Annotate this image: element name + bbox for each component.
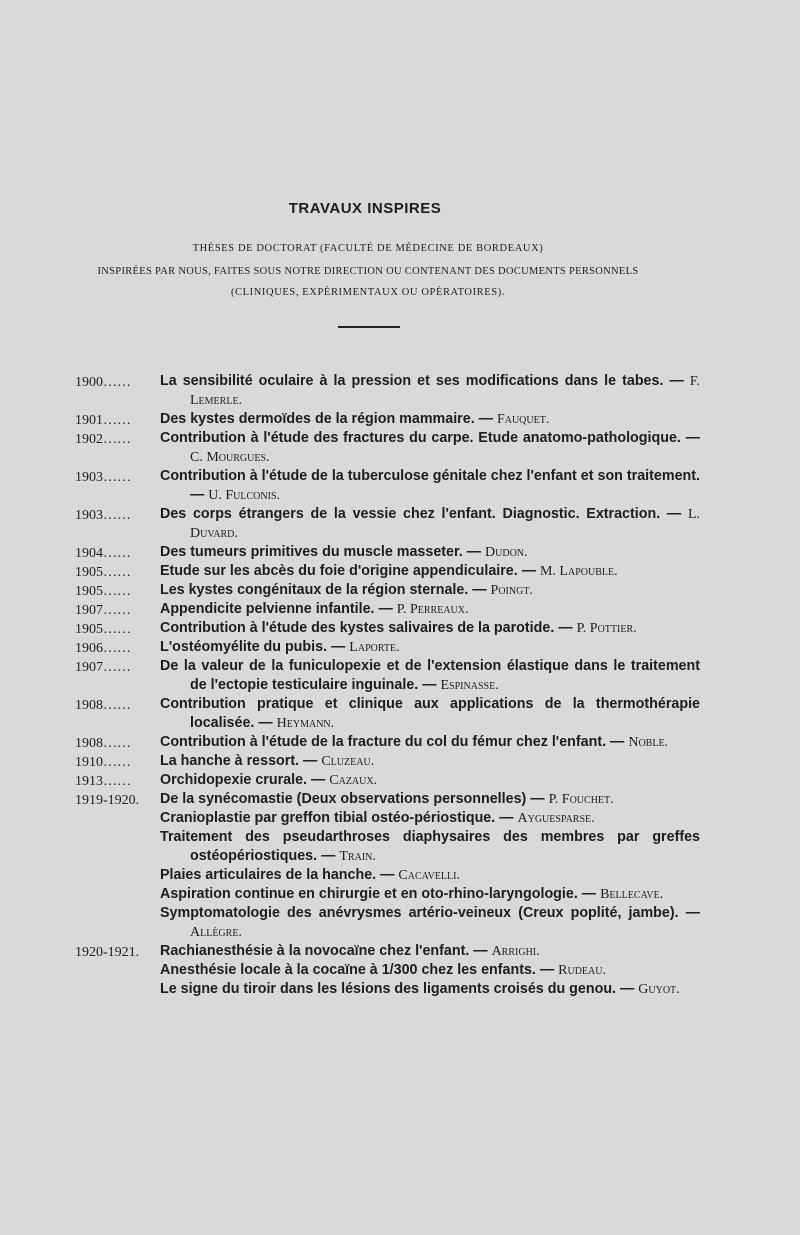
entry-title	[160, 961, 700, 980]
entry-year: 1919-1920.	[75, 793, 140, 808]
entry-title	[160, 657, 700, 695]
entry-title-text: Contribution à l'étude de la fracture du col du fémur chez l'enfant. —	[160, 734, 625, 750]
entry-title-text: Des tumeurs primitives du muscle masseter. —	[160, 544, 482, 560]
entry-author: C. Mourgues.	[190, 450, 270, 465]
thesis-entry	[0, 733, 800, 752]
entry-title	[160, 429, 700, 467]
entry-title	[160, 638, 700, 657]
entry-author: Arrighi.	[491, 944, 540, 959]
entry-year: 1907……	[75, 603, 131, 618]
entry-title	[160, 543, 700, 562]
entry-year: 1900……	[75, 375, 131, 390]
thesis-entry	[0, 410, 800, 429]
entry-title	[160, 866, 700, 885]
entry-title-text: La sensibilité oculaire à la pression et ses modifications dans le tabes. —	[160, 373, 684, 389]
entry-title-text: De la synécomastie (Deux observations personnelles) —	[160, 791, 545, 807]
entry-year: 1908……	[75, 698, 131, 713]
thesis-entry	[0, 771, 800, 790]
entry-title	[160, 505, 700, 543]
entry-title-text: Etude sur les abcès du foie d'origine appendiculaire. —	[160, 563, 536, 579]
thesis-entry	[0, 809, 800, 828]
entry-title	[160, 942, 700, 961]
thesis-entry	[0, 619, 800, 638]
subtitle-line-1: THÈSES DE DOCTORAT (FACULTÉ DE MÉDECINE DE BORDEAUX)	[192, 243, 544, 254]
entry-author: Noble.	[628, 735, 669, 750]
entry-title-text: Appendicite pelvienne infantile. —	[160, 601, 393, 617]
entry-author: M. Lapouble.	[539, 564, 618, 579]
thesis-entry	[0, 429, 800, 467]
entry-year: 1903……	[75, 508, 131, 523]
entry-year: 1920-1921.	[75, 945, 140, 960]
entry-title	[160, 980, 700, 999]
thesis-list	[0, 372, 800, 999]
thesis-entry	[0, 467, 800, 505]
entry-author: Cacavelli.	[398, 868, 460, 883]
entry-year: 1910……	[75, 755, 131, 770]
entry-year: 1906……	[75, 641, 131, 656]
entry-author: P. Pottier.	[576, 621, 637, 636]
thesis-entry	[0, 505, 800, 543]
entry-year: 1905……	[75, 565, 131, 580]
entry-author: Train.	[339, 849, 376, 864]
entry-title	[160, 828, 700, 866]
entry-title	[160, 771, 700, 790]
thesis-entry	[0, 904, 800, 942]
thesis-entry	[0, 961, 800, 980]
entry-year: 1903……	[75, 470, 131, 485]
entry-author: F. Lemerle.	[190, 374, 700, 408]
thesis-entry	[0, 942, 800, 961]
subtitle-line-3: (CLINIQUES, EXPÉRIMENTAUX OU OPÉRATOIRES).	[230, 287, 506, 298]
entry-title-text: Symptomatologie des anévrysmes artério-veineux (Creux poplité, jambe). —	[160, 905, 700, 921]
entry-author: Ayguesparse.	[517, 811, 595, 826]
entry-title-text: Des corps étrangers de la vessie chez l'enfant. Diagnostic. Extraction. —	[160, 506, 682, 522]
thesis-entry	[0, 752, 800, 771]
entry-title-text: La hanche à ressort. —	[160, 753, 318, 769]
entry-author: Bellecave.	[600, 887, 664, 902]
entry-title	[160, 600, 700, 619]
thesis-entry	[0, 581, 800, 600]
entry-title	[160, 885, 700, 904]
entry-author: Allègre.	[190, 925, 242, 940]
title-rule	[338, 326, 400, 328]
entry-title-text: De la valeur de la funiculopexie et de l'extension élastique dans le traitement de l'ectopie testiculaire inguinale. —	[160, 658, 700, 693]
thesis-entry	[0, 657, 800, 695]
entry-title	[160, 581, 700, 600]
thesis-entry	[0, 695, 800, 733]
entry-title	[160, 562, 700, 581]
entry-title-text: Cranioplastie par greffon tibial ostéo-périostique. —	[160, 810, 514, 826]
entry-author: Cazaux.	[329, 773, 378, 788]
entry-author: Guyot.	[638, 982, 680, 997]
entry-title	[160, 467, 700, 505]
thesis-entry	[0, 828, 800, 866]
entry-title-text: Traitement des pseudarthroses diaphysaires des membres par greffes ostéopériostiques. —	[160, 829, 700, 864]
entry-title	[160, 372, 700, 410]
entry-author: Poingt.	[490, 583, 533, 598]
entry-author: Rudeau.	[558, 963, 606, 978]
entry-author: Cluzeau.	[321, 754, 375, 769]
entry-title	[160, 410, 700, 429]
thesis-entry	[0, 543, 800, 562]
thesis-entry	[0, 866, 800, 885]
entry-title-text: Le signe du tiroir dans les lésions des ligaments croisés du genou. —	[160, 981, 635, 997]
thesis-entry	[0, 372, 800, 410]
entry-author: Espinasse.	[440, 678, 499, 693]
entry-title	[160, 809, 700, 828]
entry-author: Laporte.	[349, 640, 400, 655]
entry-year: 1904……	[75, 546, 131, 561]
thesis-entry	[0, 885, 800, 904]
entry-title	[160, 904, 700, 942]
entry-title-text: Contribution à l'étude de la tuberculose génitale chez l'enfant et son traitement. —	[160, 468, 700, 503]
entry-title-text: Des kystes dermoïdes de la région mammaire. —	[160, 411, 493, 427]
entry-year: 1913……	[75, 774, 131, 789]
entry-author: L. Duvard.	[190, 507, 700, 541]
entry-author: P. Perreaux.	[396, 602, 469, 617]
thesis-entry	[0, 562, 800, 581]
entry-author: Fauquet.	[496, 412, 550, 427]
entry-title	[160, 733, 700, 752]
entry-title-text: Plaies articulaires de la hanche. —	[160, 867, 395, 883]
entry-title	[160, 752, 700, 771]
entry-title-text: Contribution à l'étude des fractures du carpe. Etude anatomo-pathologique. —	[160, 430, 700, 446]
entry-title	[160, 695, 700, 733]
entry-title-text: Contribution pratique et clinique aux applications de la thermothérapie localisée. —	[160, 696, 700, 731]
entry-title-text: L'ostéomyélite du pubis. —	[160, 639, 346, 655]
entry-author: Heymann.	[276, 716, 335, 731]
entry-year: 1907……	[75, 660, 131, 675]
entry-title-text: Rachianesthésie à la novocaïne chez l'enfant. —	[160, 943, 488, 959]
thesis-entry	[0, 638, 800, 657]
thesis-entry	[0, 790, 800, 809]
entry-title	[160, 619, 700, 638]
entry-title	[160, 790, 700, 809]
thesis-entry	[0, 600, 800, 619]
entry-title-text: Orchidopexie crurale. —	[160, 772, 326, 788]
entry-title-text: Aspiration continue en chirurgie et en oto-rhino-laryngologie. —	[160, 886, 597, 902]
entry-title-text: Les kystes congénitaux de la région sternale. —	[160, 582, 487, 598]
entry-title-text: Anesthésie locale à la cocaïne à 1/300 chez les enfants. —	[160, 962, 555, 978]
entry-title-text: Contribution à l'étude des kystes salivaires de la parotide. —	[160, 620, 573, 636]
subtitle-line-2: INSPIRÉES PAR NOUS, FAITES SOUS NOTRE DIRECTION OU CONTENANT DES DOCUMENTS PERSONNELS	[97, 266, 639, 277]
entry-year: 1908……	[75, 736, 131, 751]
thesis-entry	[0, 980, 800, 999]
entry-author: Dudon.	[485, 545, 528, 560]
entry-author: P. Fouchet.	[548, 792, 614, 807]
entry-year: 1901……	[75, 413, 131, 428]
entry-year: 1905……	[75, 584, 131, 599]
entry-author: U. Fulconis.	[208, 488, 281, 503]
page-title: TRAVAUX INSPIRES	[288, 200, 442, 217]
entry-year: 1905……	[75, 622, 131, 637]
entry-year: 1902……	[75, 432, 131, 447]
